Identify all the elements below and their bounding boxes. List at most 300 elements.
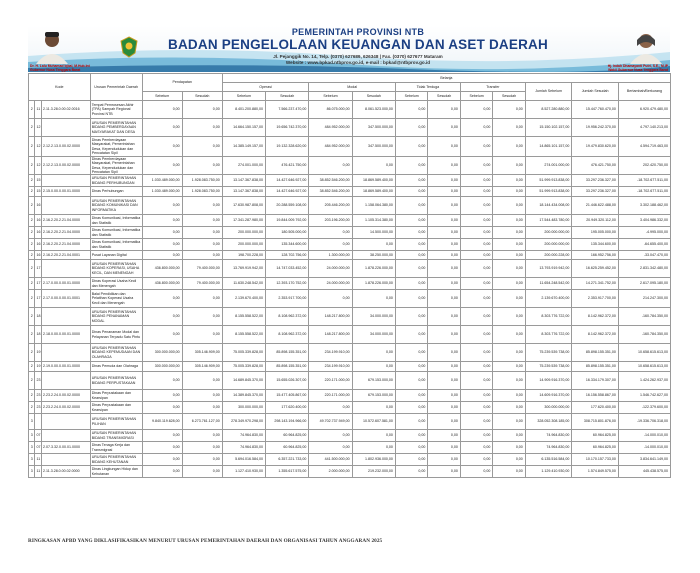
amount-cell: 8.108.962.372,00 <box>266 326 309 344</box>
amount-cell: 0,00 <box>395 414 427 430</box>
amount-cell: 0,00 <box>142 239 182 251</box>
organization-code-cell: 2.07.3.32.0.00.01.0000 <box>41 442 90 454</box>
table-row <box>29 442 671 454</box>
amount-cell: 79.400.000,00 <box>182 278 222 290</box>
amount-cell: 0,00 <box>395 430 427 442</box>
amount-cell: 0,00 <box>460 278 492 290</box>
urusan-code-cell: 2 <box>29 157 35 175</box>
amount-cell: 7.566.237.470,00 <box>266 101 309 119</box>
amount-cell: 0,00 <box>428 251 460 260</box>
amount-cell: 0,00 <box>182 157 222 175</box>
urusan-name-cell: URUSAN PEMERINTAHAN BIDANG PEMBERDAYAAN MASYARAKAT DAN DESA <box>90 119 142 137</box>
urusan-name-cell: Dinas Komunikasi, Informatika dan Statistik <box>91 240 141 249</box>
amount-cell: 0,00 <box>142 197 182 215</box>
header-sebelum: Sebelum <box>309 92 352 101</box>
amount-cell: 74.964.830,00 <box>525 430 572 442</box>
amount-cell: 0,00 <box>309 227 352 239</box>
urusan-name-cell: Tempat Pemrosesan Akhir (TPA) Sampah Regional Provinsi NTB <box>90 101 142 119</box>
amount-cell: 135.344.600,00 <box>572 239 619 251</box>
organization-code-cell <box>41 308 90 326</box>
province-logo-icon <box>120 36 138 58</box>
header-sesudah: Sesudah <box>428 92 460 101</box>
urusan-name-cell: Dinas Komunikasi, Informatika dan Statistik <box>91 216 141 225</box>
amount-cell: 16.625.259.452,00 <box>572 260 619 278</box>
table-row <box>29 414 671 430</box>
amount-cell: 0,00 <box>460 119 492 137</box>
amount-cell: 300.000.000,00 <box>142 344 182 362</box>
amount-cell: 8.303.776.722,00 <box>525 326 572 344</box>
bidang-code-cell: 07 <box>35 430 41 442</box>
amount-cell: 0,00 <box>182 402 222 414</box>
amount-cell: 0,00 <box>493 187 525 197</box>
amount-cell: 60.964.825,00 <box>266 442 309 454</box>
amount-cell: 18.869.589.400,00 <box>352 175 395 187</box>
amount-cell: 0,00 <box>182 137 222 157</box>
amount-cell: 8.401.200.880,00 <box>222 101 265 119</box>
amount-cell: 33.297.236.327,00 <box>572 187 619 197</box>
amount-cell: 0,00 <box>142 157 182 175</box>
header-sebelum: Sebelum <box>142 92 182 101</box>
amount-cell: 0,00 <box>142 372 182 390</box>
amount-cell: -160.784.350,00 <box>618 308 670 326</box>
amount-cell: 1.878.226.000,00 <box>352 260 395 278</box>
amount-cell: 436.800.000,00 <box>142 260 182 278</box>
amount-cell: 86.075.000,00 <box>309 101 352 119</box>
amount-cell: 0,00 <box>460 175 492 187</box>
urusan-code-cell: 3 <box>29 454 35 466</box>
amount-cell: 1.300.000,00 <box>309 251 352 260</box>
agency-address: Jl. Pejanggik No. 14, Telp. (0370) 627689, 626348 | Fax. (0370) 627677 Mataram <box>273 54 443 59</box>
amount-cell: 0,00 <box>428 372 460 390</box>
amount-cell: 0,00 <box>493 175 525 187</box>
amount-cell: 0,00 <box>460 372 492 390</box>
amount-cell: 51.999.913.838,00 <box>525 175 572 187</box>
organization-code-cell: 2.17.0.00.0.00.01.0001 <box>41 290 90 308</box>
amount-cell: 1.928.083.750,00 <box>182 175 222 187</box>
amount-cell: 0,00 <box>493 326 525 344</box>
amount-cell: 24.000.000,00 <box>309 278 352 290</box>
amount-cell: 0,00 <box>309 402 352 414</box>
amount-cell: 18.144.434.008,00 <box>525 197 572 215</box>
urusan-name-cell: Dinas Penanaman Modal dan Pelayanan Terpadu Satu Pintu <box>90 326 142 344</box>
table-row <box>29 137 671 157</box>
amount-cell: 484.952.000,00 <box>309 119 352 137</box>
urusan-name-cell: URUSAN PEMERINTAHAN BIDANG KOMUNIKASI DAN INFORMATIKA <box>90 197 142 215</box>
amount-cell: 0,00 <box>493 454 525 466</box>
amount-cell: 476.421.750,00 <box>572 157 619 175</box>
amount-cell: 436.800.000,00 <box>142 278 182 290</box>
amount-cell: 0,00 <box>395 402 427 414</box>
amount-cell: 0,00 <box>395 175 427 187</box>
amount-cell: 0,00 <box>142 442 182 454</box>
amount-cell: 14.909.916.370,00 <box>525 372 572 390</box>
urusan-code-cell: 2 <box>29 344 35 362</box>
governor-name: Dr. H. Lalu Muhamad Iqbal, M.Hub.Int <box>30 64 90 68</box>
urusan-name-cell: Dinas Perpustakaan dan Kearsipan <box>90 390 142 402</box>
amount-cell: 19.956.242.370,00 <box>572 119 619 137</box>
urusan-code-cell: 3 <box>29 430 35 442</box>
urusan-name-cell: Dinas Pemberdayaan Masyarakat, Pemerintahan Desa, Kependudukan dan Pencatatan Sipil <box>90 157 142 175</box>
amount-cell: 198.700.228,00 <box>222 251 265 260</box>
amount-cell: 2.353.917.700,00 <box>572 290 619 308</box>
organization-code-cell: 2.23.2.24.0.00.02.0000 <box>41 402 90 414</box>
amount-cell: 0,00 <box>493 260 525 278</box>
amount-cell: 2.353.917.700,00 <box>266 290 309 308</box>
amount-cell: -4.995.000,00 <box>618 227 670 239</box>
bidang-code-cell: 17 <box>35 260 41 278</box>
urusan-name-cell: Dinas Lingkungan Hidup dan Kehutanan <box>90 466 142 478</box>
amount-cell: 0,00 <box>493 215 525 227</box>
amount-cell: 0,00 <box>460 227 492 239</box>
amount-cell: 0,00 <box>493 227 525 239</box>
amount-cell: 484.952.000,00 <box>309 137 352 157</box>
budget-table <box>28 73 671 478</box>
amount-cell: 0,00 <box>352 442 395 454</box>
organization-code-cell: 2.12.2.13.0.00.02.0000 <box>41 137 90 157</box>
amount-cell: 20.288.559.108,00 <box>266 197 309 215</box>
amount-cell: 0,00 <box>428 466 460 478</box>
amount-cell: 0,00 <box>309 290 352 308</box>
amount-cell: 128.702.756,00 <box>266 251 309 260</box>
amount-cell: 0,00 <box>142 430 182 442</box>
agency-contact: Website : www.bpkad.ntbprov.go.id, e-mail : bpkad@ntbprov.go.id <box>285 59 431 65</box>
amount-cell: 0,00 <box>428 137 460 157</box>
amount-cell: -18.702.677.511,00 <box>618 187 670 197</box>
urusan-code-cell: 2 <box>29 175 35 187</box>
table-row <box>29 227 671 239</box>
amount-cell: 220.171.000,00 <box>309 390 352 402</box>
table-row <box>29 119 671 137</box>
urusan-code-cell: 2 <box>29 260 35 278</box>
amount-cell: 8.108.962.372,00 <box>266 308 309 326</box>
amount-cell: 0,00 <box>395 215 427 227</box>
amount-cell: 0,00 <box>493 430 525 442</box>
amount-cell: 6.135.516.584,00 <box>525 454 572 466</box>
organization-code-cell: 2.17.0.00.0.00.01.0000 <box>41 278 90 290</box>
organization-code-cell <box>41 260 90 278</box>
header-sesudah: Sesudah <box>182 92 222 101</box>
table-row <box>29 308 671 326</box>
amount-cell: 0,00 <box>352 362 395 372</box>
amount-cell: 300.000.000,00 <box>142 362 182 372</box>
amount-cell: 0,00 <box>182 239 222 251</box>
amount-cell: -64.655.400,00 <box>618 239 670 251</box>
amount-cell: 75.239.539.738,00 <box>525 362 572 372</box>
urusan-name-cell: URUSAN PEMERINTAHAN BIDANG PENANAMAN MODAL <box>90 308 142 326</box>
amount-cell: 0,00 <box>395 101 427 119</box>
amount-cell: 85.898.155.351,00 <box>572 344 619 362</box>
header-urusan: Urusan Pemerintah Daerah <box>90 74 142 101</box>
amount-cell: 202.420.750,00 <box>618 157 670 175</box>
bidang-code-cell: 18 <box>35 326 41 344</box>
amount-cell: 15.447.760.470,00 <box>572 101 619 119</box>
amount-cell: 8.155.558.522,00 <box>222 308 265 326</box>
amount-cell: 0,00 <box>428 260 460 278</box>
amount-cell: 347.500.000,00 <box>352 119 395 137</box>
table-row <box>29 215 671 227</box>
urusan-name-cell: Dinas Pemberdayaan Masyarakat, Pemerintahan Desa, Kependudukan dan Pencatatan Sipil <box>90 137 142 157</box>
amount-cell: 60.964.825,00 <box>266 430 309 442</box>
table-row <box>29 390 671 402</box>
amount-cell: 0,00 <box>142 390 182 402</box>
bidang-code-cell: 11 <box>35 466 41 478</box>
header-pendapatan: Pendapatan <box>142 74 222 92</box>
amount-cell: 328.052.308.185,00 <box>525 414 572 430</box>
amount-cell: 16.156.558.867,00 <box>572 390 619 402</box>
amount-cell: 10.658.615.613,00 <box>618 362 670 372</box>
amount-cell: 0,00 <box>142 215 182 227</box>
amount-cell: 0,00 <box>493 362 525 372</box>
amount-cell: 0,00 <box>493 119 525 137</box>
amount-cell: 0,00 <box>142 290 182 308</box>
amount-cell: 16.334.179.307,00 <box>572 372 619 390</box>
amount-cell: 0,00 <box>428 187 460 197</box>
amount-cell: 74.964.830,00 <box>222 430 265 442</box>
amount-cell: 0,00 <box>493 101 525 119</box>
header-sesudah: Sesudah <box>266 92 309 101</box>
bidang-code-cell: 12 <box>35 137 41 157</box>
bidang-code-cell: 12 <box>35 119 41 137</box>
amount-cell: 0,00 <box>395 344 427 362</box>
header-modal: Modal <box>309 83 396 92</box>
amount-cell: 200.000.000,00 <box>222 227 265 239</box>
bidang-code-cell: 18 <box>35 308 41 326</box>
organization-code-cell <box>41 454 90 466</box>
amount-cell: 19.656.742.370,00 <box>266 119 309 137</box>
organization-code-cell <box>41 119 90 137</box>
amount-cell: 0,00 <box>395 260 427 278</box>
amount-cell: 0,00 <box>460 430 492 442</box>
amount-cell: 0,00 <box>182 227 222 239</box>
amount-cell: 0,00 <box>493 402 525 414</box>
amount-cell: 24.000.000,00 <box>309 260 352 278</box>
organization-code-cell <box>41 197 90 215</box>
amount-cell: 0,00 <box>395 372 427 390</box>
urusan-code-cell: 2 <box>29 390 35 402</box>
amount-cell: 205.446.200,00 <box>309 197 352 215</box>
urusan-code-cell: 2 <box>29 362 35 372</box>
header-operasi: Operasi <box>222 83 309 92</box>
amount-cell: 214.247.300,00 <box>618 290 670 308</box>
urusan-name-cell: Balai Pendidikan dan Pelatihan Koperasi Usaha Kecil dan Menengah <box>90 290 142 308</box>
amount-cell: 0,00 <box>493 308 525 326</box>
amount-cell: 300.000.000,00 <box>222 402 265 414</box>
organization-code-cell <box>41 344 90 362</box>
amount-cell: 0,00 <box>460 251 492 260</box>
bidang-code-cell: 15 <box>35 187 41 197</box>
amount-cell: 2.139.670.400,00 <box>222 290 265 308</box>
amount-cell: -18.702.677.511,00 <box>618 175 670 187</box>
organization-code-cell: 2.15.0.00.0.00.01.0000 <box>41 187 90 197</box>
amount-cell: 0,00 <box>352 157 395 175</box>
amount-cell: 2.831.342.480,00 <box>618 260 670 278</box>
amount-cell: 0,00 <box>182 442 222 454</box>
bidang-code-cell: 12 <box>35 157 41 175</box>
bidang-code-cell: 23 <box>35 402 41 414</box>
amount-cell: 476.421.750,00 <box>266 157 309 175</box>
amount-cell: 75.005.339.828,00 <box>222 362 265 372</box>
amount-cell: 10.658.615.613,00 <box>618 344 670 362</box>
amount-cell: 0,00 <box>493 372 525 390</box>
organization-code-cell: 2.11.3.28.0.00.02.0000 <box>41 466 90 478</box>
urusan-code-cell: 2 <box>29 402 35 414</box>
amount-cell: 19.132.328.620,00 <box>266 137 309 157</box>
amount-cell: 0,00 <box>352 290 395 308</box>
amount-cell: 0,00 <box>395 442 427 454</box>
amount-cell: 234.199.910,00 <box>309 344 352 362</box>
amount-cell: 0,00 <box>352 402 395 414</box>
amount-cell: 0,00 <box>182 326 222 344</box>
amount-cell: 0,00 <box>182 430 222 442</box>
amount-cell: 305.146.909,00 <box>182 362 222 372</box>
budget-table-body <box>29 101 671 478</box>
amount-cell: 0,00 <box>182 290 222 308</box>
amount-cell: 13.147.367.838,00 <box>222 187 265 197</box>
amount-cell: 14.747.033.452,00 <box>266 260 309 278</box>
amount-cell: 0,00 <box>395 157 427 175</box>
amount-cell: 0,00 <box>428 290 460 308</box>
amount-cell: 3.302.188.462,00 <box>618 197 670 215</box>
table-row <box>29 326 671 344</box>
amount-cell: 1.105.314.380,00 <box>352 215 395 227</box>
amount-cell: 8.142.962.372,00 <box>572 326 619 344</box>
amount-cell: 85.898.155.351,00 <box>572 362 619 372</box>
amount-cell: 305.146.909,00 <box>182 344 222 362</box>
urusan-name-cell: Dinas Perpustakaan dan Kearsipan <box>90 402 142 414</box>
amount-cell: 0,00 <box>428 197 460 215</box>
amount-cell: 75.005.339.828,00 <box>222 344 265 362</box>
amount-cell: 5.694.016.584,00 <box>222 454 265 466</box>
table-row <box>29 157 671 175</box>
amount-cell: 200.000.000,00 <box>525 227 572 239</box>
amount-cell: 200.000.228,00 <box>525 251 572 260</box>
organization-code-cell: 2.18.0.00.0.00.01.0000 <box>41 326 90 344</box>
amount-cell: 11.630.248.542,00 <box>222 278 265 290</box>
amount-cell: 0,00 <box>352 239 395 251</box>
urusan-code-cell: 2 <box>29 119 35 137</box>
amount-cell: 0,00 <box>460 402 492 414</box>
header-jumlah-sebelum: Jumlah Sebelum <box>525 83 572 101</box>
amount-cell: 14.609.916.370,00 <box>525 390 572 402</box>
amount-cell: 0,00 <box>460 414 492 430</box>
amount-cell: 8.061.523.000,00 <box>352 101 395 119</box>
organization-code-cell <box>41 372 90 390</box>
amount-cell: 10.572.607.581,00 <box>352 414 395 430</box>
amount-cell: 17.341.287.980,00 <box>222 215 265 227</box>
table-caption: RINGKASAN APBD YANG DIKLASIFIKASIKAN MENURUT URUSAN PEMERINTAHAN DAERAH DAN ORGANISASI TAHUN ANGGARAN 2025 <box>28 538 383 544</box>
amount-cell: 14.500.000,00 <box>352 227 395 239</box>
bidang-code-cell: 16 <box>35 215 41 227</box>
amount-cell: 0,00 <box>395 137 427 157</box>
table-row <box>29 362 671 372</box>
amount-cell: 0,00 <box>428 101 460 119</box>
amount-cell: 0,00 <box>428 326 460 344</box>
bidang-code-cell: 17 <box>35 278 41 290</box>
header-sesudah: Sesudah <box>352 92 395 101</box>
urusan-name-cell: Pusat Layanan Digital <box>90 251 142 260</box>
amount-cell: 0,00 <box>395 227 427 239</box>
amount-cell: 0,00 <box>460 197 492 215</box>
urusan-code-cell: 2 <box>29 137 35 157</box>
amount-cell: 33.297.236.327,00 <box>572 175 619 187</box>
amount-cell: 0,00 <box>428 215 460 227</box>
table-row <box>29 466 671 478</box>
amount-cell: 0,00 <box>142 326 182 344</box>
amount-cell: 0,00 <box>352 344 395 362</box>
amount-cell: 3.404.986.332,00 <box>618 215 670 227</box>
vice-governor-portrait <box>624 30 668 64</box>
urusan-code-cell: 3 <box>29 414 35 430</box>
urusan-code-cell: 2 <box>29 251 35 260</box>
bidang-code-cell: 19 <box>35 344 41 362</box>
amount-cell: 0,00 <box>182 390 222 402</box>
amount-cell: 1.158.064.380,00 <box>352 197 395 215</box>
amount-cell: 0,00 <box>460 260 492 278</box>
amount-cell: 2.139.670.400,00 <box>525 290 572 308</box>
vice-governor-name: Hj. Indah Dhamayanti Putri, S.E., M.IP <box>607 64 668 68</box>
amount-cell: 85.898.155.351,00 <box>266 344 309 362</box>
amount-cell: 0,00 <box>428 344 460 362</box>
amount-cell: 0,00 <box>142 308 182 326</box>
amount-cell: 278.349.970.298,00 <box>222 414 265 430</box>
amount-cell: 13.769.919.942,00 <box>222 260 265 278</box>
amount-cell: 274.001.000,00 <box>525 157 572 175</box>
amount-cell: 1.127.410.930,00 <box>222 466 265 478</box>
amount-cell: 1.546.742.627,00 <box>618 390 670 402</box>
amount-cell: 0,00 <box>395 251 427 260</box>
amount-cell: 19.844.009.792,00 <box>266 215 309 227</box>
amount-cell: 6.273.761.127,00 <box>182 414 222 430</box>
amount-cell: 18.869.589.400,00 <box>352 187 395 197</box>
amount-cell: -160.784.350,00 <box>618 326 670 344</box>
amount-cell: 220.171.000,00 <box>309 372 352 390</box>
amount-cell: 135.344.600,00 <box>266 239 309 251</box>
amount-cell: 0,00 <box>493 137 525 157</box>
amount-cell: 38.852.546.200,00 <box>309 187 352 197</box>
amount-cell: 0,00 <box>493 251 525 260</box>
urusan-code-cell: 3 <box>29 442 35 454</box>
urusan-code-cell: 2 <box>29 290 35 308</box>
amount-cell: 445.438.575,00 <box>618 466 670 478</box>
amount-cell: 177.620.400,00 <box>572 402 619 414</box>
amount-cell: 0,00 <box>428 390 460 402</box>
header-belanja: Belanja <box>222 74 670 83</box>
amount-cell: 0,00 <box>460 466 492 478</box>
amount-cell: 38.250.000,00 <box>352 251 395 260</box>
table-row <box>29 239 671 251</box>
urusan-name-cell: URUSAN PEMERINTAHAN BIDANG KEHUTANAN <box>90 454 142 466</box>
urusan-name-cell: Dinas Koperasi Usaha Kecil dan Menengah <box>90 278 142 290</box>
amount-cell: 13.793.919.942,00 <box>525 260 572 278</box>
amount-cell: 0,00 <box>460 326 492 344</box>
bidang-code-cell: 11 <box>35 454 41 466</box>
amount-cell: 0,00 <box>460 454 492 466</box>
amount-cell: 0,00 <box>395 239 427 251</box>
amount-cell: 0,00 <box>493 414 525 430</box>
amount-cell: 0,00 <box>493 390 525 402</box>
table-row <box>29 101 671 119</box>
amount-cell: 0,00 <box>395 466 427 478</box>
urusan-code-cell: 2 <box>29 239 35 251</box>
amount-cell: -33.047.470,00 <box>618 251 670 260</box>
urusan-code-cell: 3 <box>29 466 35 478</box>
amount-cell: 6.357.221.733,00 <box>266 454 309 466</box>
amount-cell: 60.964.825,00 <box>572 442 619 454</box>
amount-cell: 200.000.000,00 <box>222 239 265 251</box>
amount-cell: 0,00 <box>142 454 182 466</box>
amount-cell: 51.999.913.838,00 <box>525 187 572 197</box>
header-sebelum: Sebelum <box>460 92 492 101</box>
